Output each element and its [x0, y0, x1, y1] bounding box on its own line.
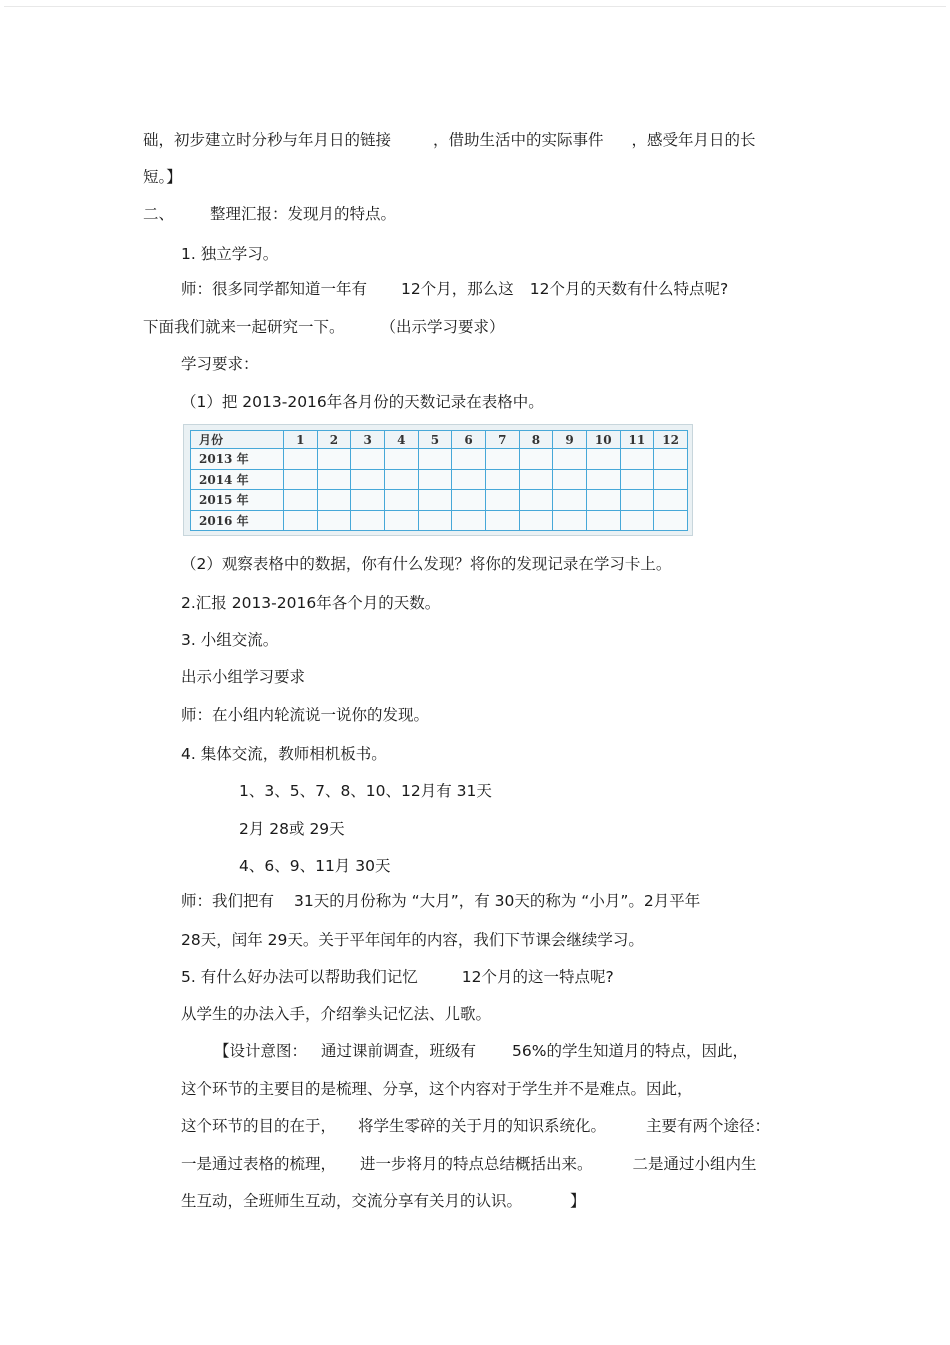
- table-cell: [553, 449, 587, 470]
- text-span: 通过课前调查，班级有: [321, 1042, 477, 1060]
- text-line: [143, 130, 756, 150]
- table-cell: [351, 510, 385, 531]
- table-cell: [384, 469, 418, 490]
- table-cell: [553, 510, 587, 531]
- month-header: 11: [620, 431, 654, 449]
- text-line: [181, 1154, 757, 1174]
- text-span: 师：我们把有: [181, 892, 275, 910]
- table-cell: [519, 469, 553, 490]
- table-cell: [317, 490, 351, 511]
- text-span: 生互动，全班师生互动，交流分享有关月的认识。: [181, 1192, 523, 1210]
- table-cell: [384, 449, 418, 470]
- text-line: 2.汇报 2013-2016年各个月的天数。: [181, 594, 441, 612]
- text-line: 3. 小组交流。: [181, 631, 279, 649]
- text-span: 这个环节的目的在于，: [181, 1117, 337, 1135]
- month-days-table: [190, 430, 688, 531]
- text-span: 12个月，那么这: [401, 280, 514, 298]
- table-cell: [586, 469, 620, 490]
- month-header: 8: [519, 431, 553, 449]
- text-span: 二是通过小组内生: [632, 1155, 757, 1173]
- month-header: 7: [485, 431, 519, 449]
- year-label: 2014 年: [191, 469, 284, 490]
- text-line: 师：在小组内轮流说一说你的发现。: [181, 706, 430, 724]
- table-cell: [654, 510, 688, 531]
- text-line: 这个环节的主要目的是梳理、分享，这个内容对于学生并不是难点。因此，: [181, 1080, 693, 1098]
- table-header-row: [191, 431, 688, 449]
- text-span: 将学生零碎的关于月的知识系统化。: [358, 1117, 607, 1135]
- table-row: [191, 490, 688, 511]
- board-note: 4、6、9、11月 30天: [239, 857, 391, 875]
- text-line: [181, 967, 614, 987]
- table-cell: [519, 510, 553, 531]
- table-row: [191, 469, 688, 490]
- table-cell: [351, 490, 385, 511]
- table-cell: [317, 510, 351, 531]
- text-line: （1）把 2013-2016年各月份的天数记录在表格中。: [181, 393, 544, 411]
- text-span: 】: [570, 1192, 586, 1210]
- text-span: 主要有两个途径：: [646, 1117, 771, 1135]
- table-cell: [351, 449, 385, 470]
- table-cell: [519, 449, 553, 470]
- table-cell: [485, 449, 519, 470]
- text-span: 12个月的天数有什么特点呢?: [529, 280, 729, 298]
- table-cell: [654, 469, 688, 490]
- table-cell: [485, 490, 519, 511]
- month-header: 3: [351, 431, 385, 449]
- table-cell: [586, 449, 620, 470]
- text-span: 12个月的这一特点呢?: [461, 968, 614, 986]
- text-line: 4. 集体交流，教师相机板书。: [181, 745, 387, 763]
- text-line: 出示小组学习要求: [181, 668, 306, 686]
- text-line: 1. 独立学习。: [181, 245, 279, 263]
- table-cell: [620, 469, 654, 490]
- text-line: 从学生的办法入手，介绍拳头记忆法、儿歌。: [181, 1005, 492, 1023]
- table-corner: 月份: [191, 431, 284, 449]
- text-span: 下面我们就来一起研究一下。: [143, 318, 345, 336]
- table-cell: [317, 449, 351, 470]
- table-cell: [418, 449, 452, 470]
- table-cell: [620, 510, 654, 531]
- table-cell: [384, 490, 418, 511]
- table-cell: [654, 490, 688, 511]
- text-line: [214, 1041, 748, 1061]
- board-note: 2月 28或 29天: [239, 820, 345, 838]
- text-span: 【设计意图：: [214, 1042, 308, 1060]
- section-heading: [143, 204, 396, 224]
- table-cell: [586, 490, 620, 511]
- text-span: 师：很多同学都知道一年有: [181, 280, 368, 298]
- table-cell: [284, 469, 318, 490]
- table-row: [191, 510, 688, 531]
- text-line: 28天，闰年 29天。关于平年闰年的内容，我们下节课会继续学习。: [181, 931, 644, 949]
- text-line: （2）观察表格中的数据，你有什么发现？将你的发现记录在学习卡上。: [181, 555, 672, 573]
- month-header: 6: [452, 431, 486, 449]
- month-days-table-image: [183, 424, 693, 536]
- table-cell: [284, 490, 318, 511]
- text-span: （出示学习要求）: [380, 318, 505, 336]
- table-cell: [452, 490, 486, 511]
- table-cell: [351, 469, 385, 490]
- table-cell: [284, 510, 318, 531]
- table-cell: [485, 469, 519, 490]
- table-cell: [317, 469, 351, 490]
- section-title: 整理汇报：发现月的特点。: [210, 205, 397, 223]
- table-cell: [452, 510, 486, 531]
- text-span: 一是通过表格的梳理，: [181, 1155, 337, 1173]
- table-cell: [384, 510, 418, 531]
- text-span: 56%的学生知道月的特点，因此，: [512, 1042, 748, 1060]
- month-header: 4: [384, 431, 418, 449]
- text-span: 础，初步建立时分秒与年月日的链接: [143, 131, 392, 149]
- text-line: 学习要求：: [181, 355, 259, 373]
- year-label: 2015 年: [191, 490, 284, 511]
- table-cell: [553, 490, 587, 511]
- section-number: 二、: [143, 205, 175, 223]
- table-cell: [553, 469, 587, 490]
- text-span: 5. 有什么好办法可以帮助我们记忆: [181, 968, 418, 986]
- month-header: 9: [553, 431, 587, 449]
- text-span: 进一步将月的特点总结概括出来。: [360, 1155, 593, 1173]
- table-cell: [654, 449, 688, 470]
- month-header: 1: [284, 431, 318, 449]
- text-line: [181, 891, 700, 911]
- text-span: 31天的月份称为 “大月”，有 30天的称为 “小月”。2月平年: [294, 892, 701, 910]
- table-cell: [620, 490, 654, 511]
- month-header: 5: [418, 431, 452, 449]
- table-cell: [284, 449, 318, 470]
- board-note: 1、3、5、7、8、10、12月有 31天: [239, 782, 492, 800]
- month-header: 12: [654, 431, 688, 449]
- text-line: [181, 1191, 586, 1211]
- table-cell: [418, 510, 452, 531]
- text-line: 短。】: [143, 168, 182, 186]
- text-line: [181, 279, 728, 299]
- month-header: 10: [586, 431, 620, 449]
- table-row: [191, 449, 688, 470]
- text-span: ，借助生活中的实际事件: [433, 131, 604, 149]
- table-cell: [418, 469, 452, 490]
- year-label: 2013 年: [191, 449, 284, 470]
- year-label: 2016 年: [191, 510, 284, 531]
- table-cell: [452, 469, 486, 490]
- table-cell: [452, 449, 486, 470]
- text-line: [181, 1116, 770, 1136]
- text-span: ，感受年月日的长: [631, 131, 756, 149]
- month-header: 2: [317, 431, 351, 449]
- table-cell: [485, 510, 519, 531]
- table-cell: [519, 490, 553, 511]
- table-cell: [418, 490, 452, 511]
- table-cell: [620, 449, 654, 470]
- table-cell: [586, 510, 620, 531]
- text-line: [143, 317, 505, 337]
